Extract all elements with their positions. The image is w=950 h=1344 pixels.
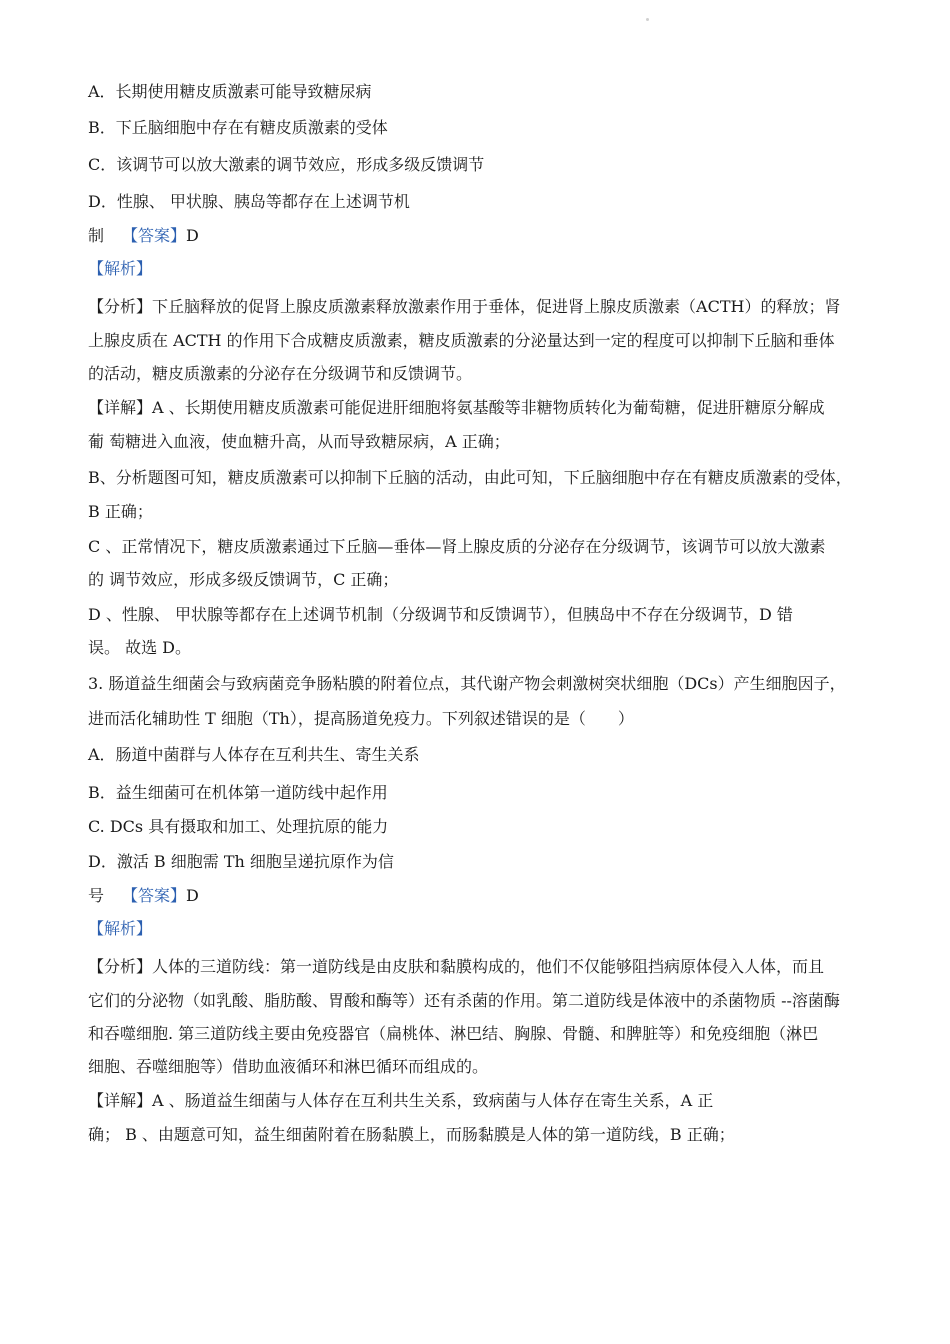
q3-detail-a-text-1: A 、肠道益生细菌与人体存在互利共生关系，致病菌与人体存在寄生关系，A 正: [152, 1091, 714, 1110]
q2-detail-d-line-1: D 、性腺、 甲状腺等都存在上述调节机制（分级调节和反馈调节），但胰岛中不存在分级调节，D 错: [88, 605, 793, 624]
q3-detail-a-line-1: [88, 1091, 713, 1111]
q2-detail-tag: 【详解】: [88, 398, 153, 417]
q3-answer-line: [88, 886, 199, 906]
q3-detail-tag: 【详解】: [88, 1091, 153, 1110]
q2-analysis-tag: 【解析】: [88, 259, 153, 278]
q3-fenxi-line-2: 它们的分泌物（如乳酸、脂肪酸、胃酸和酶等）还有杀菌的作用。第二道防线是体液中的杀菌物质 --溶菌酶: [88, 991, 840, 1010]
q3-fenxi-line-3: 和吞噬细胞. 第三道防线主要由免疫器官（扁桃体、淋巴结、胸腺、骨髓、和脾脏等）和免疫细胞（淋巴: [88, 1024, 819, 1043]
q2-option-d: D．性腺、 甲状腺、胰岛等都存在上述调节机: [88, 192, 410, 211]
q2-detail-b-line-2: B 正确；: [88, 502, 153, 521]
q2-option-d-cont: 制: [88, 226, 105, 245]
q2-option-a: A．长期使用糖皮质激素可能导致糖尿病: [88, 82, 372, 101]
q2-detail-d-line-2: 误。 故选 D。: [88, 638, 192, 657]
q2-detail-a-text-1: A 、长期使用糖皮质激素可能促进肝细胞将氨基酸等非糖物质转化为葡萄糖，促进肝糖原分解成: [152, 398, 825, 417]
q2-fenxi-tag: 【分析】: [88, 297, 153, 316]
q3-option-b: B．益生细菌可在机体第一道防线中起作用: [88, 783, 388, 802]
q3-fenxi-tag: 【分析】: [88, 957, 153, 976]
q3-detail-a-line-2: 确； B 、由题意可知，益生细菌附着在肠黏膜上，而肠黏膜是人体的第一道防线，B 正确；: [88, 1125, 735, 1144]
q2-detail-c-line-1: C 、正常情况下，糖皮质激素通过下丘脑—垂体—肾上腺皮质的分泌存在分级调节，该调节可以放大激素: [88, 537, 826, 556]
q2-fenxi-text-1: 下丘脑释放的促肾上腺皮质激素释放激素作用于垂体，促进肾上腺皮质激素（ACTH）的释放；肾: [152, 297, 841, 316]
q3-stem-line-2: 进而活化辅助性 T 细胞（Th），提高肠道免疫力。下列叙述错误的是（ ）: [88, 709, 634, 728]
q2-fenxi-line-3: 的活动，糖皮质激素的分泌存在分级调节和反馈调节。: [88, 364, 473, 383]
q3-stem-line-1: 3. 肠道益生细菌会与致病菌竞争肠粘膜的附着位点，其代谢产物会刺激树突状细胞（DCs）产生细胞因子，: [88, 674, 846, 693]
q3-option-c: C. DCs 具有摄取和加工、处理抗原的能力: [88, 817, 389, 836]
q3-fenxi-line-4: 细胞、吞噬细胞等）借助血液循环和淋巴循环而组成的。: [88, 1057, 489, 1076]
q2-detail-b-line-1: B、分析题图可知，糖皮质激素可以抑制下丘脑的活动，由此可知，下丘脑细胞中存在有糖皮质激素的受体，: [88, 468, 852, 487]
decorative-dot: [646, 18, 649, 21]
q2-answer-tag: 【答案】: [122, 226, 187, 245]
q3-fenxi-line-1: [88, 957, 824, 977]
q3-option-a: A．肠道中菌群与人体存在互利共生、寄生关系: [88, 745, 420, 764]
q2-detail-a-line-2: 葡 萄糖进入血液，使血糖升高，从而导致糖尿病，A 正确；: [88, 432, 510, 451]
q2-option-b: B．下丘脑细胞中存在有糖皮质激素的受体: [88, 118, 388, 137]
q3-option-d: D．激活 B 细胞需 Th 细胞呈递抗原作为信: [88, 852, 394, 871]
q2-option-c: C．该调节可以放大激素的调节效应，形成多级反馈调节: [88, 155, 485, 174]
q3-analysis-tag: 【解析】: [88, 919, 153, 938]
q2-fenxi-line-2: 上腺皮质在 ACTH 的作用下合成糖皮质激素，糖皮质激素的分泌量达到一定的程度可以抑制下丘脑和垂体: [88, 331, 835, 350]
q3-answer-tag: 【答案】: [122, 886, 187, 905]
q3-answer-value: D: [186, 886, 199, 905]
q2-fenxi-line-1: [88, 297, 840, 317]
q2-detail-a-line-1: [88, 398, 825, 418]
q3-option-d-cont: 号: [88, 886, 105, 905]
q3-fenxi-text-1: 人体的三道防线：第一道防线是由皮肤和黏膜构成的，他们不仅能够阻挡病原体侵入人体，而且: [152, 957, 825, 976]
q2-detail-c-line-2: 的 调节效应，形成多级反馈调节，C 正确；: [88, 570, 399, 589]
q2-answer-value: D: [186, 226, 199, 245]
q2-answer-line: [88, 226, 199, 246]
